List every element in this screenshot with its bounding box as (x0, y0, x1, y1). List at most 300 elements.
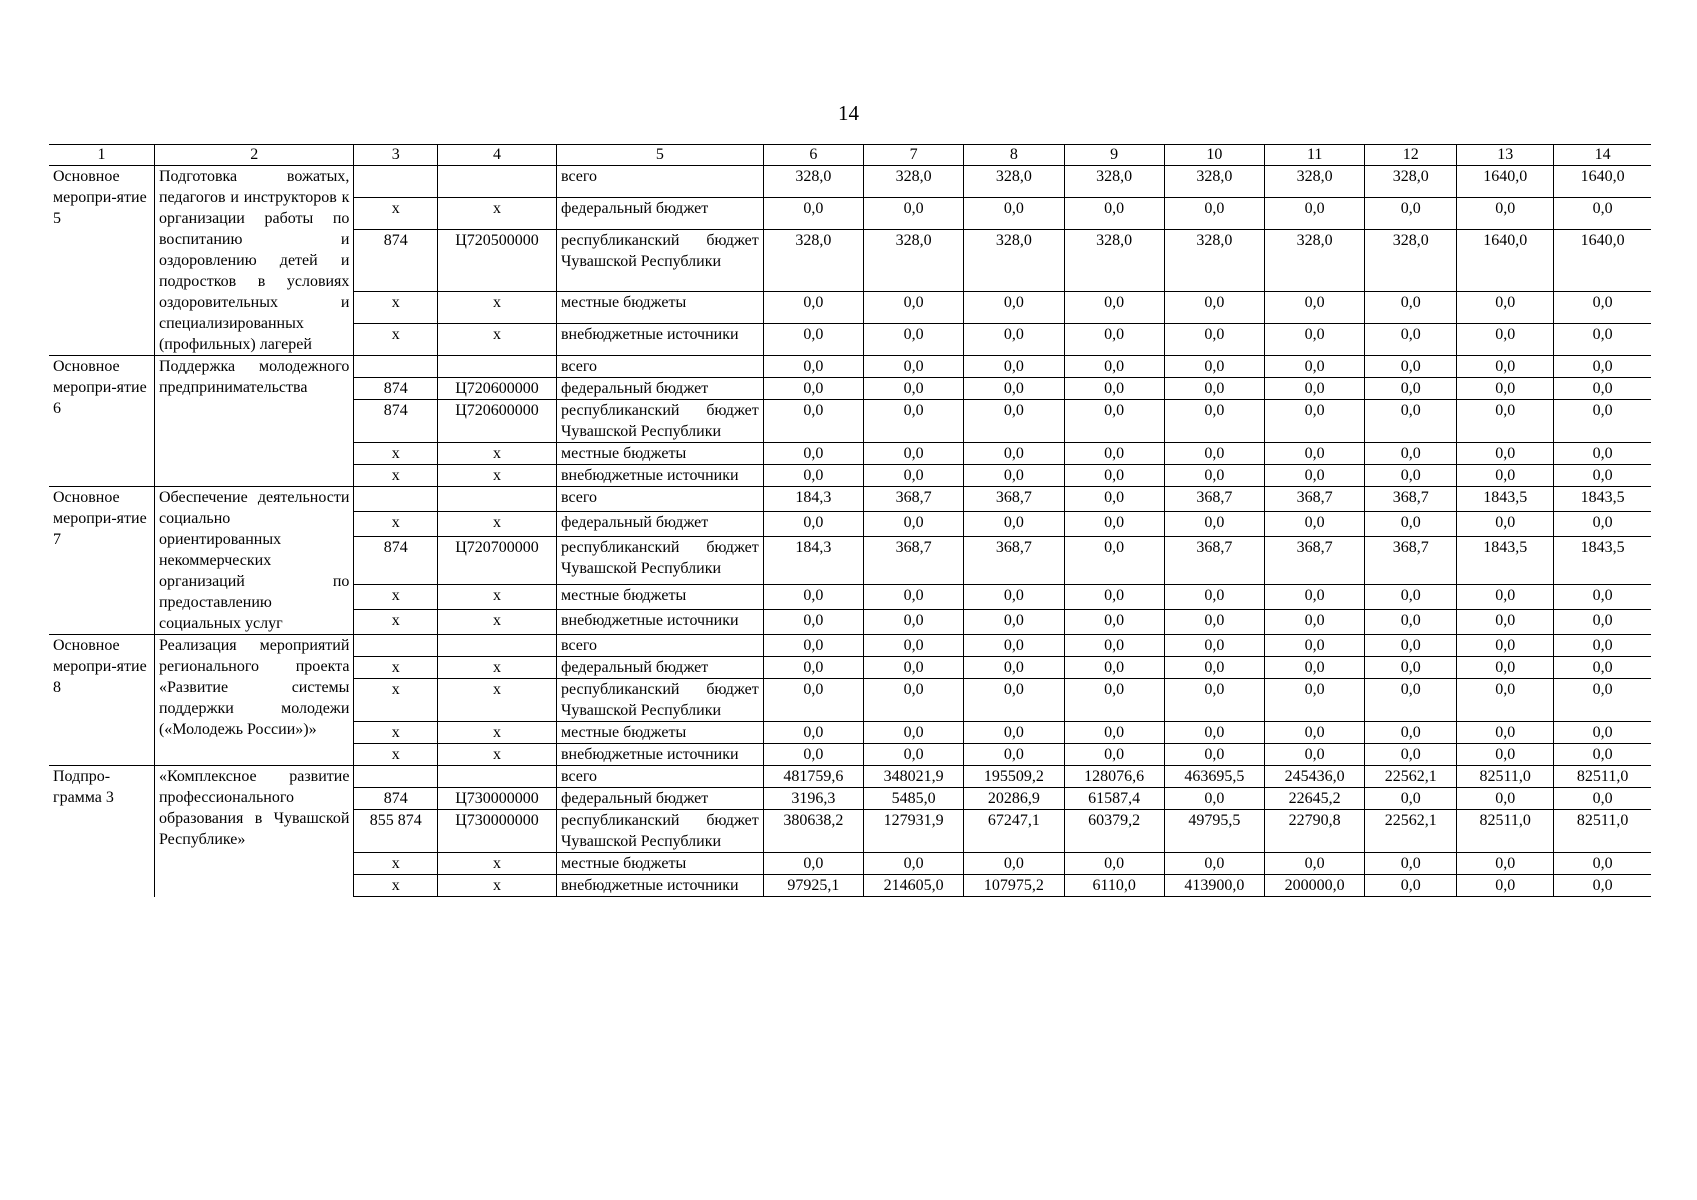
admin-code-cell: х (354, 197, 438, 229)
amount-cell: 0,0 (763, 585, 863, 610)
amount-cell: 82511,0 (1554, 810, 1651, 853)
table-row (49, 766, 1651, 788)
amount-cell: 0,0 (864, 657, 964, 679)
amount-cell: 0,0 (964, 292, 1064, 324)
amount-cell: 0,0 (964, 585, 1064, 610)
amount-cell: 0,0 (763, 400, 863, 443)
amount-cell: 0,0 (1554, 679, 1651, 722)
amount-cell: 0,0 (1554, 635, 1651, 657)
target-code-cell: х (437, 197, 556, 229)
amount-cell: 0,0 (763, 465, 863, 487)
amount-cell: 0,0 (1164, 657, 1264, 679)
amount-cell: 0,0 (763, 635, 863, 657)
amount-cell: 195509,2 (964, 766, 1064, 788)
amount-cell: 0,0 (1164, 744, 1264, 766)
target-code-cell: х (437, 853, 556, 875)
admin-code-cell (354, 356, 438, 378)
amount-cell: 0,0 (1064, 465, 1164, 487)
amount-cell: 328,0 (1164, 166, 1264, 198)
amount-cell: 20286,9 (964, 788, 1064, 810)
amount-cell: 0,0 (763, 356, 863, 378)
amount-cell: 49795,5 (1164, 810, 1264, 853)
amount-cell: 0,0 (1365, 657, 1457, 679)
funding-source-cell: федеральный бюджет (557, 511, 764, 536)
amount-cell: 328,0 (763, 229, 863, 291)
amount-cell: 0,0 (1265, 356, 1365, 378)
target-code-cell (437, 166, 556, 198)
amount-cell: 0,0 (1457, 443, 1554, 465)
event-name-cell: Обеспечение деятельности социально ориентированных некоммерческих организаций по предоставлению социальных услуг (154, 487, 353, 635)
column-header: 9 (1064, 145, 1164, 166)
amount-cell: 67247,1 (964, 810, 1064, 853)
admin-code-cell: 874 (354, 400, 438, 443)
funding-source-cell: внебюджетные источники (557, 465, 764, 487)
amount-cell: 0,0 (1554, 465, 1651, 487)
amount-cell: 0,0 (1457, 585, 1554, 610)
column-header: 13 (1457, 145, 1554, 166)
event-name-cell: Подготовка вожатых, педагогов и инструкторов к организации работы по воспитанию и оздоровлению детей и подростков в условиях оздоровительных и специализированных (профильных) лагерей (154, 166, 353, 356)
amount-cell: 368,7 (1164, 536, 1264, 585)
amount-cell: 0,0 (1457, 324, 1554, 356)
funding-source-cell: республиканский бюджет Чувашской Республики (557, 679, 764, 722)
admin-code-cell (354, 635, 438, 657)
amount-cell: 328,0 (763, 166, 863, 198)
amount-cell: 3196,3 (763, 788, 863, 810)
amount-cell: 0,0 (1554, 722, 1651, 744)
amount-cell: 0,0 (864, 324, 964, 356)
amount-cell: 0,0 (1064, 536, 1164, 585)
amount-cell: 5485,0 (864, 788, 964, 810)
amount-cell: 0,0 (1365, 635, 1457, 657)
amount-cell: 0,0 (1164, 197, 1264, 229)
funding-source-cell: местные бюджеты (557, 292, 764, 324)
target-code-cell: х (437, 511, 556, 536)
funding-source-cell: федеральный бюджет (557, 197, 764, 229)
event-type-cell: Основное меропри-ятие 8 (49, 635, 154, 766)
admin-code-cell (354, 487, 438, 512)
admin-code-cell: х (354, 657, 438, 679)
amount-cell: 0,0 (763, 197, 863, 229)
funding-source-cell: республиканский бюджет Чувашской Республики (557, 810, 764, 853)
amount-cell: 328,0 (1265, 166, 1365, 198)
funding-source-cell: всего (557, 635, 764, 657)
amount-cell: 328,0 (1164, 229, 1264, 291)
amount-cell: 0,0 (1554, 610, 1651, 635)
amount-cell: 0,0 (1554, 292, 1651, 324)
amount-cell: 0,0 (1164, 324, 1264, 356)
amount-cell: 0,0 (1365, 744, 1457, 766)
admin-code-cell: х (354, 875, 438, 897)
amount-cell: 0,0 (1265, 324, 1365, 356)
amount-cell: 1843,5 (1554, 536, 1651, 585)
amount-cell: 0,0 (1265, 722, 1365, 744)
event-type-cell: Основное меропри-ятие 6 (49, 356, 154, 487)
column-header: 2 (154, 145, 353, 166)
target-code-cell: х (437, 610, 556, 635)
amount-cell: 214605,0 (864, 875, 964, 897)
target-code-cell (437, 487, 556, 512)
amount-cell: 0,0 (1265, 400, 1365, 443)
target-code-cell: х (437, 657, 556, 679)
amount-cell: 0,0 (1457, 356, 1554, 378)
amount-cell: 0,0 (1365, 356, 1457, 378)
amount-cell: 97925,1 (763, 875, 863, 897)
funding-source-cell: республиканский бюджет Чувашской Республики (557, 536, 764, 585)
amount-cell: 0,0 (1164, 585, 1264, 610)
table-row (49, 635, 1651, 657)
amount-cell: 0,0 (1265, 853, 1365, 875)
amount-cell: 0,0 (1164, 465, 1264, 487)
funding-source-cell: местные бюджеты (557, 722, 764, 744)
amount-cell: 0,0 (864, 722, 964, 744)
amount-cell: 368,7 (864, 487, 964, 512)
amount-cell: 0,0 (1164, 635, 1264, 657)
amount-cell: 0,0 (1365, 585, 1457, 610)
amount-cell: 368,7 (1365, 536, 1457, 585)
funding-source-cell: местные бюджеты (557, 585, 764, 610)
amount-cell: 0,0 (1554, 585, 1651, 610)
amount-cell: 0,0 (1457, 610, 1554, 635)
table-row (49, 356, 1651, 378)
amount-cell: 61587,4 (1064, 788, 1164, 810)
amount-cell: 0,0 (1064, 443, 1164, 465)
target-code-cell: х (437, 722, 556, 744)
amount-cell: 0,0 (1164, 292, 1264, 324)
event-name-cell: Реализация мероприятий регионального проекта «Развитие системы поддержки молодежи («Молодежь России»)» (154, 635, 353, 766)
target-code-cell: х (437, 292, 556, 324)
amount-cell: 0,0 (864, 400, 964, 443)
amount-cell: 0,0 (1457, 657, 1554, 679)
admin-code-cell: 874 (354, 378, 438, 400)
amount-cell: 0,0 (1265, 443, 1365, 465)
amount-cell: 0,0 (1265, 292, 1365, 324)
amount-cell: 127931,9 (864, 810, 964, 853)
amount-cell: 0,0 (1554, 788, 1651, 810)
target-code-cell: х (437, 324, 556, 356)
amount-cell: 0,0 (864, 635, 964, 657)
budget-table (49, 144, 1651, 897)
amount-cell: 82511,0 (1457, 810, 1554, 853)
amount-cell: 0,0 (1064, 722, 1164, 744)
event-type-cell: Подпро-грамма 3 (49, 766, 154, 897)
funding-source-cell: всего (557, 487, 764, 512)
admin-code-cell: х (354, 722, 438, 744)
amount-cell: 0,0 (1554, 378, 1651, 400)
amount-cell: 22790,8 (1265, 810, 1365, 853)
amount-cell: 0,0 (1365, 679, 1457, 722)
amount-cell: 0,0 (1554, 197, 1651, 229)
amount-cell: 328,0 (864, 166, 964, 198)
amount-cell: 0,0 (964, 853, 1064, 875)
amount-cell: 0,0 (1365, 465, 1457, 487)
admin-code-cell: х (354, 443, 438, 465)
amount-cell: 0,0 (1064, 292, 1164, 324)
amount-cell: 245436,0 (1265, 766, 1365, 788)
amount-cell: 0,0 (1164, 400, 1264, 443)
amount-cell: 368,7 (1265, 487, 1365, 512)
amount-cell: 0,0 (1554, 875, 1651, 897)
amount-cell: 0,0 (1064, 657, 1164, 679)
amount-cell: 0,0 (1554, 657, 1651, 679)
amount-cell: 0,0 (1164, 356, 1264, 378)
amount-cell: 0,0 (1164, 378, 1264, 400)
amount-cell: 0,0 (1457, 465, 1554, 487)
admin-code-cell: х (354, 511, 438, 536)
amount-cell: 0,0 (1064, 487, 1164, 512)
amount-cell: 0,0 (1365, 378, 1457, 400)
amount-cell: 0,0 (763, 679, 863, 722)
amount-cell: 328,0 (864, 229, 964, 291)
amount-cell: 0,0 (1554, 744, 1651, 766)
funding-source-cell: внебюджетные источники (557, 744, 764, 766)
amount-cell: 0,0 (763, 378, 863, 400)
table-row (49, 166, 1651, 198)
amount-cell: 0,0 (1164, 610, 1264, 635)
amount-cell: 0,0 (1265, 744, 1365, 766)
amount-cell: 0,0 (763, 610, 863, 635)
amount-cell: 0,0 (1365, 324, 1457, 356)
amount-cell: 0,0 (964, 610, 1064, 635)
amount-cell: 0,0 (1365, 400, 1457, 443)
amount-cell: 82511,0 (1554, 766, 1651, 788)
amount-cell: 0,0 (1064, 744, 1164, 766)
column-header: 4 (437, 145, 556, 166)
amount-cell: 0,0 (1064, 197, 1164, 229)
column-header: 3 (354, 145, 438, 166)
amount-cell: 0,0 (1365, 853, 1457, 875)
amount-cell: 368,7 (964, 536, 1064, 585)
admin-code-cell: х (354, 679, 438, 722)
amount-cell: 0,0 (1164, 443, 1264, 465)
target-code-cell: х (437, 585, 556, 610)
amount-cell: 0,0 (864, 356, 964, 378)
amount-cell: 328,0 (964, 229, 1064, 291)
amount-cell: 0,0 (964, 443, 1064, 465)
funding-source-cell: всего (557, 356, 764, 378)
amount-cell: 368,7 (964, 487, 1064, 512)
header-row (49, 145, 1651, 166)
amount-cell: 0,0 (1064, 511, 1164, 536)
funding-source-cell: федеральный бюджет (557, 657, 764, 679)
column-header: 1 (49, 145, 154, 166)
amount-cell: 0,0 (1554, 853, 1651, 875)
amount-cell: 0,0 (1554, 400, 1651, 443)
amount-cell: 0,0 (1457, 788, 1554, 810)
amount-cell: 0,0 (1064, 324, 1164, 356)
target-code-cell: Ц720600000 (437, 400, 556, 443)
amount-cell: 0,0 (864, 853, 964, 875)
target-code-cell: х (437, 744, 556, 766)
amount-cell: 0,0 (1164, 722, 1264, 744)
admin-code-cell: 874 (354, 788, 438, 810)
amount-cell: 0,0 (1457, 853, 1554, 875)
amount-cell: 0,0 (964, 356, 1064, 378)
amount-cell: 0,0 (1164, 511, 1264, 536)
event-type-cell: Основное меропри-ятие 5 (49, 166, 154, 356)
amount-cell: 0,0 (763, 722, 863, 744)
funding-source-cell: федеральный бюджет (557, 788, 764, 810)
amount-cell: 0,0 (763, 657, 863, 679)
column-header: 7 (864, 145, 964, 166)
amount-cell: 0,0 (1064, 356, 1164, 378)
table-row (49, 487, 1651, 512)
amount-cell: 0,0 (864, 744, 964, 766)
event-name-cell: «Комплексное развитие профессионального образования в Чувашской Республике» (154, 766, 353, 897)
amount-cell: 328,0 (1365, 166, 1457, 198)
amount-cell: 368,7 (1365, 487, 1457, 512)
amount-cell: 0,0 (1064, 853, 1164, 875)
amount-cell: 0,0 (1265, 585, 1365, 610)
amount-cell: 0,0 (864, 197, 964, 229)
amount-cell: 22645,2 (1265, 788, 1365, 810)
amount-cell: 0,0 (763, 292, 863, 324)
target-code-cell: Ц720500000 (437, 229, 556, 291)
amount-cell: 328,0 (1265, 229, 1365, 291)
amount-cell: 184,3 (763, 536, 863, 585)
target-code-cell (437, 635, 556, 657)
amount-cell: 0,0 (1457, 679, 1554, 722)
amount-cell: 0,0 (1554, 324, 1651, 356)
amount-cell: 328,0 (1064, 229, 1164, 291)
amount-cell: 0,0 (1265, 610, 1365, 635)
amount-cell: 0,0 (1265, 657, 1365, 679)
funding-source-cell: местные бюджеты (557, 853, 764, 875)
funding-source-cell: всего (557, 766, 764, 788)
target-code-cell: х (437, 875, 556, 897)
admin-code-cell: х (354, 744, 438, 766)
amount-cell: 0,0 (1064, 585, 1164, 610)
column-header: 10 (1164, 145, 1264, 166)
target-code-cell: Ц720700000 (437, 536, 556, 585)
amount-cell: 0,0 (864, 585, 964, 610)
funding-source-cell: внебюджетные источники (557, 875, 764, 897)
amount-cell: 1640,0 (1457, 229, 1554, 291)
amount-cell: 184,3 (763, 487, 863, 512)
amount-cell: 368,7 (1265, 536, 1365, 585)
amount-cell: 0,0 (1265, 378, 1365, 400)
amount-cell: 0,0 (1554, 356, 1651, 378)
amount-cell: 368,7 (864, 536, 964, 585)
amount-cell: 0,0 (964, 744, 1064, 766)
amount-cell: 0,0 (1265, 511, 1365, 536)
target-code-cell (437, 356, 556, 378)
amount-cell: 0,0 (864, 610, 964, 635)
admin-code-cell: 874 (354, 229, 438, 291)
admin-code-cell (354, 166, 438, 198)
amount-cell: 0,0 (1064, 679, 1164, 722)
amount-cell: 0,0 (1064, 378, 1164, 400)
amount-cell: 0,0 (964, 378, 1064, 400)
target-code-cell: Ц730000000 (437, 810, 556, 853)
amount-cell: 463695,5 (1164, 766, 1264, 788)
amount-cell: 0,0 (1554, 443, 1651, 465)
amount-cell: 0,0 (964, 465, 1064, 487)
amount-cell: 1640,0 (1554, 166, 1651, 198)
column-header: 6 (763, 145, 863, 166)
admin-code-cell: х (354, 853, 438, 875)
column-header: 14 (1554, 145, 1651, 166)
event-type-cell: Основное меропри-ятие 7 (49, 487, 154, 635)
column-header: 12 (1365, 145, 1457, 166)
amount-cell: 0,0 (1457, 197, 1554, 229)
amount-cell: 0,0 (1265, 197, 1365, 229)
amount-cell: 0,0 (1365, 197, 1457, 229)
amount-cell: 82511,0 (1457, 766, 1554, 788)
amount-cell: 0,0 (1164, 679, 1264, 722)
funding-source-cell: местные бюджеты (557, 443, 764, 465)
amount-cell: 0,0 (1064, 610, 1164, 635)
amount-cell: 0,0 (1265, 679, 1365, 722)
amount-cell: 0,0 (964, 197, 1064, 229)
amount-cell: 1843,5 (1554, 487, 1651, 512)
amount-cell: 1640,0 (1554, 229, 1651, 291)
target-code-cell (437, 766, 556, 788)
admin-code-cell: х (354, 465, 438, 487)
event-name-cell: Поддержка молодежного предпринимательства (154, 356, 353, 487)
amount-cell: 107975,2 (964, 875, 1064, 897)
amount-cell: 0,0 (763, 324, 863, 356)
amount-cell: 0,0 (964, 511, 1064, 536)
amount-cell: 0,0 (1457, 511, 1554, 536)
amount-cell: 0,0 (864, 443, 964, 465)
amount-cell: 328,0 (1064, 166, 1164, 198)
column-header: 8 (964, 145, 1064, 166)
column-header: 5 (557, 145, 764, 166)
column-header: 11 (1265, 145, 1365, 166)
amount-cell: 0,0 (964, 324, 1064, 356)
amount-cell: 481759,6 (763, 766, 863, 788)
amount-cell: 0,0 (1457, 875, 1554, 897)
amount-cell: 0,0 (1457, 400, 1554, 443)
amount-cell: 0,0 (1457, 744, 1554, 766)
admin-code-cell: х (354, 324, 438, 356)
funding-source-cell: внебюджетные источники (557, 610, 764, 635)
amount-cell: 0,0 (964, 679, 1064, 722)
amount-cell: 0,0 (1365, 610, 1457, 635)
amount-cell: 0,0 (1554, 511, 1651, 536)
amount-cell: 200000,0 (1265, 875, 1365, 897)
amount-cell: 0,0 (1265, 465, 1365, 487)
page-number: 14 (838, 101, 859, 125)
amount-cell: 0,0 (1064, 635, 1164, 657)
funding-source-cell: республиканский бюджет Чувашской Республики (557, 229, 764, 291)
amount-cell: 0,0 (763, 443, 863, 465)
amount-cell: 0,0 (1164, 788, 1264, 810)
amount-cell: 0,0 (964, 635, 1064, 657)
amount-cell: 328,0 (1365, 229, 1457, 291)
amount-cell: 128076,6 (1064, 766, 1164, 788)
amount-cell: 0,0 (1064, 400, 1164, 443)
target-code-cell: х (437, 443, 556, 465)
amount-cell: 0,0 (864, 511, 964, 536)
amount-cell: 22562,1 (1365, 766, 1457, 788)
amount-cell: 0,0 (1457, 378, 1554, 400)
target-code-cell: х (437, 465, 556, 487)
amount-cell: 0,0 (1457, 292, 1554, 324)
admin-code-cell (354, 766, 438, 788)
amount-cell: 0,0 (1365, 443, 1457, 465)
amount-cell: 0,0 (1365, 511, 1457, 536)
target-code-cell: х (437, 679, 556, 722)
amount-cell: 0,0 (1457, 722, 1554, 744)
admin-code-cell: х (354, 292, 438, 324)
amount-cell: 1843,5 (1457, 536, 1554, 585)
amount-cell: 0,0 (763, 853, 863, 875)
funding-source-cell: всего (557, 166, 764, 198)
amount-cell: 0,0 (864, 378, 964, 400)
amount-cell: 0,0 (1365, 788, 1457, 810)
amount-cell: 60379,2 (1064, 810, 1164, 853)
